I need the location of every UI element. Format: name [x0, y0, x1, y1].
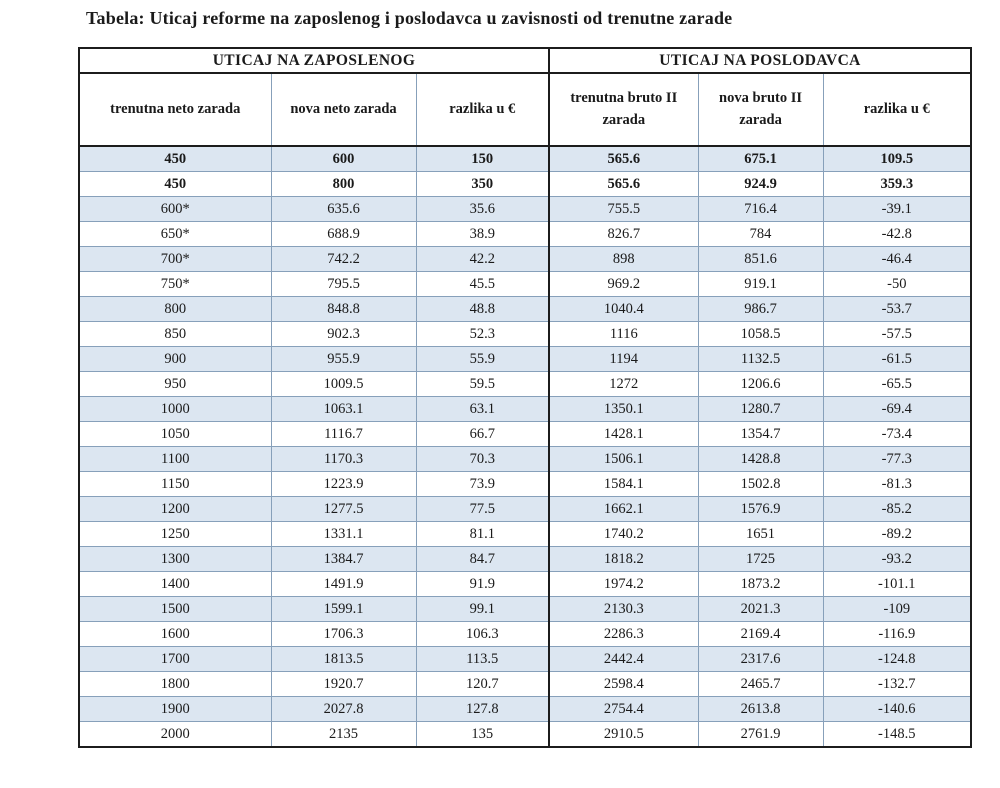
- table-cell: 1428.8: [698, 447, 823, 472]
- table-cell: -77.3: [823, 447, 971, 472]
- table-cell: 1813.5: [271, 647, 416, 672]
- table-cell: 1576.9: [698, 497, 823, 522]
- table-cell: 1725: [698, 547, 823, 572]
- table-cell: 850: [79, 322, 271, 347]
- table-cell: 2286.3: [549, 622, 698, 647]
- table-row: [79, 647, 971, 672]
- table-cell: 826.7: [549, 222, 698, 247]
- table-cell: 1050: [79, 422, 271, 447]
- table-cell: 1200: [79, 497, 271, 522]
- table-cell: 955.9: [271, 347, 416, 372]
- table-cell: 742.2: [271, 247, 416, 272]
- table-cell: 1040.4: [549, 297, 698, 322]
- table-cell: 450: [79, 146, 271, 172]
- table-cell: 800: [271, 172, 416, 197]
- table-cell: 1350.1: [549, 397, 698, 422]
- table-cell: 1354.7: [698, 422, 823, 447]
- table-row: [79, 672, 971, 697]
- table-cell: -116.9: [823, 622, 971, 647]
- table-cell: 55.9: [416, 347, 549, 372]
- table-cell: 106.3: [416, 622, 549, 647]
- table-row: [79, 222, 971, 247]
- table-cell: 900: [79, 347, 271, 372]
- table-cell: 1428.1: [549, 422, 698, 447]
- table-cell: 109.5: [823, 146, 971, 172]
- table-row: [79, 247, 971, 272]
- table-cell: -39.1: [823, 197, 971, 222]
- table-cell: 48.8: [416, 297, 549, 322]
- table-cell: 1150: [79, 472, 271, 497]
- table-cell: 1132.5: [698, 347, 823, 372]
- table-body: [79, 146, 971, 747]
- table-cell: 2135: [271, 722, 416, 748]
- table-cell: 1384.7: [271, 547, 416, 572]
- table-row: [79, 422, 971, 447]
- table-cell: 35.6: [416, 197, 549, 222]
- table-cell: 113.5: [416, 647, 549, 672]
- table-cell: 350: [416, 172, 549, 197]
- table-row: [79, 146, 971, 172]
- table-cell: 42.2: [416, 247, 549, 272]
- table-cell: 1277.5: [271, 497, 416, 522]
- table-cell: 1223.9: [271, 472, 416, 497]
- table-row: [79, 722, 971, 748]
- table-cell: 73.9: [416, 472, 549, 497]
- table-cell: 1920.7: [271, 672, 416, 697]
- table-cell: -69.4: [823, 397, 971, 422]
- table-cell: 2465.7: [698, 672, 823, 697]
- table-cell: -53.7: [823, 297, 971, 322]
- table-row: [79, 547, 971, 572]
- table-cell: -93.2: [823, 547, 971, 572]
- table-cell: 851.6: [698, 247, 823, 272]
- table-cell: 1502.8: [698, 472, 823, 497]
- table-cell: 1300: [79, 547, 271, 572]
- table-cell: 1272: [549, 372, 698, 397]
- table-cell: 1818.2: [549, 547, 698, 572]
- table-cell: 1900: [79, 697, 271, 722]
- table-cell: 565.6: [549, 146, 698, 172]
- table-cell: 716.4: [698, 197, 823, 222]
- table-cell: 1058.5: [698, 322, 823, 347]
- table-cell: 800: [79, 297, 271, 322]
- table-cell: -124.8: [823, 647, 971, 672]
- table-row: [79, 172, 971, 197]
- table-cell: -81.3: [823, 472, 971, 497]
- table-cell: 1000: [79, 397, 271, 422]
- table-cell: 1599.1: [271, 597, 416, 622]
- table-cell: -85.2: [823, 497, 971, 522]
- table-cell: 1194: [549, 347, 698, 372]
- table-cell: 81.1: [416, 522, 549, 547]
- table-cell: -61.5: [823, 347, 971, 372]
- table-row: [79, 572, 971, 597]
- table-cell: 795.5: [271, 272, 416, 297]
- table-cell: 898: [549, 247, 698, 272]
- table-cell: 2910.5: [549, 722, 698, 748]
- table-cell: 2317.6: [698, 647, 823, 672]
- reform-impact-table: [78, 47, 972, 748]
- table-cell: 1974.2: [549, 572, 698, 597]
- table-cell: 1009.5: [271, 372, 416, 397]
- table-cell: 1250: [79, 522, 271, 547]
- table-cell: 700*: [79, 247, 271, 272]
- table-cell: 1170.3: [271, 447, 416, 472]
- table-cell: 1116: [549, 322, 698, 347]
- table-cell: 969.2: [549, 272, 698, 297]
- table-cell: 359.3: [823, 172, 971, 197]
- column-header-1: trenutna neto zarada: [79, 73, 271, 146]
- table-cell: -42.8: [823, 222, 971, 247]
- group-header-employer: UTICAJ NA POSLODAVCA: [549, 48, 971, 73]
- table-cell: 1800: [79, 672, 271, 697]
- table-cell: 650*: [79, 222, 271, 247]
- column-header-row: [79, 73, 971, 146]
- table-row: [79, 397, 971, 422]
- table-cell: 1651: [698, 522, 823, 547]
- table-cell: 2021.3: [698, 597, 823, 622]
- table-row: [79, 472, 971, 497]
- table-cell: 2761.9: [698, 722, 823, 748]
- table-row: [79, 297, 971, 322]
- table-row: [79, 497, 971, 522]
- table-cell: 2169.4: [698, 622, 823, 647]
- table-cell: 2442.4: [549, 647, 698, 672]
- table-cell: 565.6: [549, 172, 698, 197]
- group-header-employee: UTICAJ NA ZAPOSLENOG: [79, 48, 549, 73]
- table-cell: 66.7: [416, 422, 549, 447]
- column-header-4: trenutna bruto II zarada: [549, 73, 698, 146]
- table-cell: 1706.3: [271, 622, 416, 647]
- table-cell: 1740.2: [549, 522, 698, 547]
- table-cell: 986.7: [698, 297, 823, 322]
- table-cell: 91.9: [416, 572, 549, 597]
- table-cell: 52.3: [416, 322, 549, 347]
- table-cell: 784: [698, 222, 823, 247]
- table-cell: 127.8: [416, 697, 549, 722]
- table-cell: 63.1: [416, 397, 549, 422]
- table-cell: -57.5: [823, 322, 971, 347]
- table-cell: 2027.8: [271, 697, 416, 722]
- table-cell: 1116.7: [271, 422, 416, 447]
- column-header-6: razlika u €: [823, 73, 971, 146]
- table-cell: 902.3: [271, 322, 416, 347]
- table-cell: 635.6: [271, 197, 416, 222]
- table-cell: -89.2: [823, 522, 971, 547]
- table-cell: 2598.4: [549, 672, 698, 697]
- table-cell: 2000: [79, 722, 271, 748]
- table-cell: 150: [416, 146, 549, 172]
- table-cell: 450: [79, 172, 271, 197]
- table-cell: 2754.4: [549, 697, 698, 722]
- column-header-5: nova bruto II zarada: [698, 73, 823, 146]
- group-header-row: [79, 48, 971, 73]
- table-cell: 120.7: [416, 672, 549, 697]
- table-cell: -140.6: [823, 697, 971, 722]
- table-cell: 1206.6: [698, 372, 823, 397]
- table-cell: -101.1: [823, 572, 971, 597]
- table-cell: -148.5: [823, 722, 971, 748]
- table-cell: 38.9: [416, 222, 549, 247]
- table-cell: 1600: [79, 622, 271, 647]
- table-cell: 688.9: [271, 222, 416, 247]
- table-cell: 59.5: [416, 372, 549, 397]
- table-row: [79, 522, 971, 547]
- table-cell: 750*: [79, 272, 271, 297]
- table-cell: 1873.2: [698, 572, 823, 597]
- table-cell: 1331.1: [271, 522, 416, 547]
- column-header-2: nova neto zarada: [271, 73, 416, 146]
- table-cell: 45.5: [416, 272, 549, 297]
- table-row: [79, 322, 971, 347]
- table-row: [79, 447, 971, 472]
- table-cell: -50: [823, 272, 971, 297]
- table-cell: 950: [79, 372, 271, 397]
- table-cell: -132.7: [823, 672, 971, 697]
- table-cell: 1662.1: [549, 497, 698, 522]
- table-cell: -109: [823, 597, 971, 622]
- table-cell: 924.9: [698, 172, 823, 197]
- table-cell: 70.3: [416, 447, 549, 472]
- table-cell: 1491.9: [271, 572, 416, 597]
- table-cell: 84.7: [416, 547, 549, 572]
- table-row: [79, 622, 971, 647]
- table-cell: 1280.7: [698, 397, 823, 422]
- table-cell: -73.4: [823, 422, 971, 447]
- table-cell: 848.8: [271, 297, 416, 322]
- table-cell: -46.4: [823, 247, 971, 272]
- table-cell: 1506.1: [549, 447, 698, 472]
- table-caption: Tabela: Uticaj reforme na zaposlenog i poslodavca u zavisnosti od trenutne zarade: [86, 8, 733, 28]
- table-row: [79, 272, 971, 297]
- table-cell: 2613.8: [698, 697, 823, 722]
- table-header: [79, 48, 971, 146]
- table-cell: 1063.1: [271, 397, 416, 422]
- table-cell: 1584.1: [549, 472, 698, 497]
- column-header-3: razlika u €: [416, 73, 549, 146]
- table-cell: 2130.3: [549, 597, 698, 622]
- table-cell: 919.1: [698, 272, 823, 297]
- table-cell: 1500: [79, 597, 271, 622]
- table-cell: 600: [271, 146, 416, 172]
- table-row: [79, 597, 971, 622]
- table-cell: 1700: [79, 647, 271, 672]
- table-cell: 99.1: [416, 597, 549, 622]
- table-cell: 1400: [79, 572, 271, 597]
- table-cell: -65.5: [823, 372, 971, 397]
- table-row: [79, 372, 971, 397]
- table-cell: 600*: [79, 197, 271, 222]
- table-row: [79, 347, 971, 372]
- table-cell: 675.1: [698, 146, 823, 172]
- table-cell: 755.5: [549, 197, 698, 222]
- table-cell: 135: [416, 722, 549, 748]
- table-cell: 1100: [79, 447, 271, 472]
- table-row: [79, 697, 971, 722]
- table-cell: 77.5: [416, 497, 549, 522]
- table-row: [79, 197, 971, 222]
